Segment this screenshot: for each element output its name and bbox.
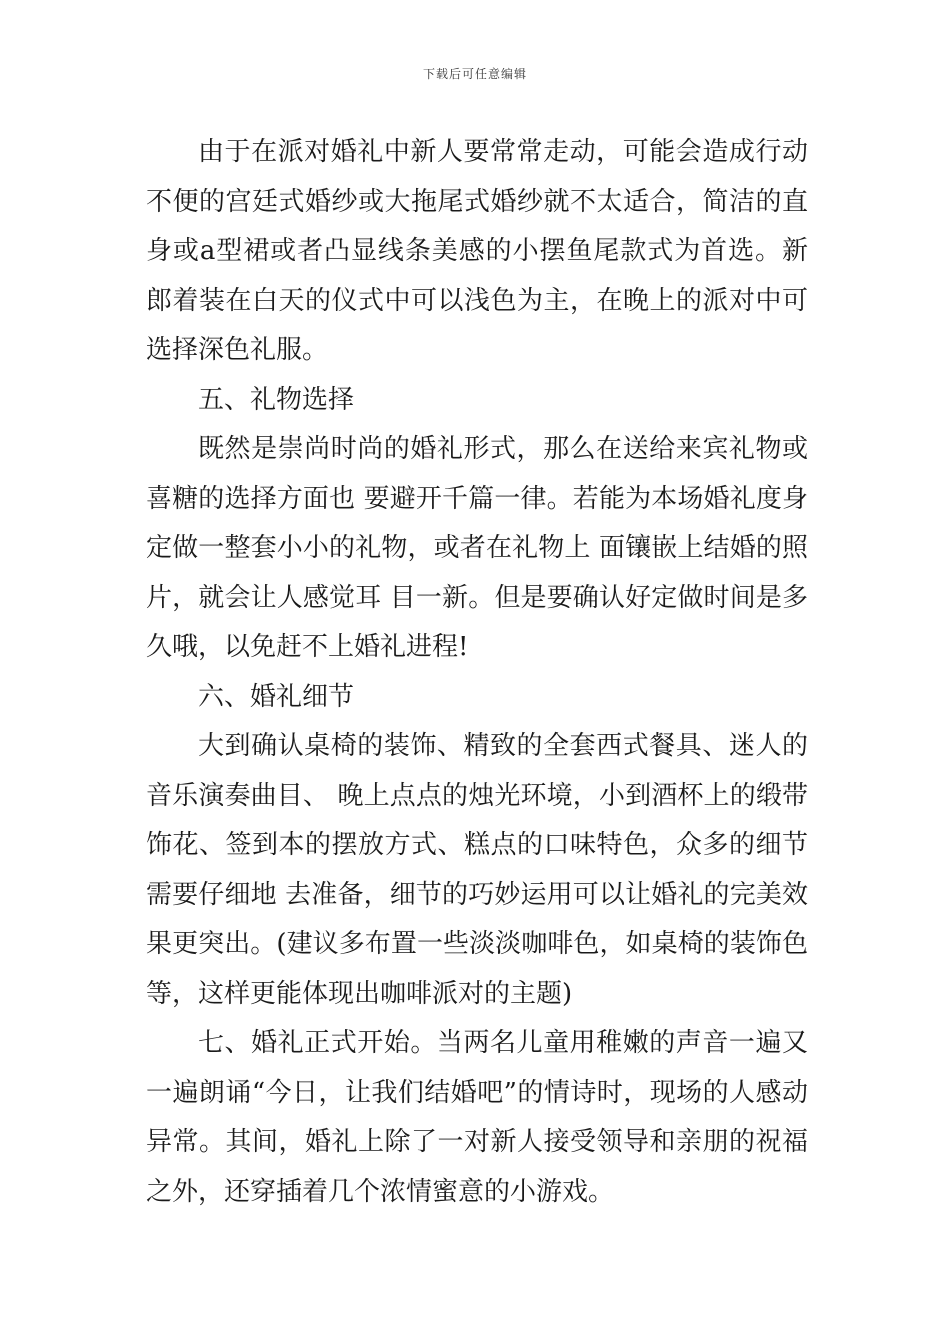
paragraph-wedding-details: 大到确认桌椅的装饰、精致的全套西式餐具、迷人的音乐演奏曲目、 晚上点点的烛光环境，小到酒杯上的缎带饰花、签到本的摆放方式、糕点的口味特色，众多的细节需要仔细地 去准备，细节的巧妙运用可以让婚礼的完美效果更突出。(建议多布置一些淡淡咖啡色，如桌椅的装饰色等，这样更能体现出咖啡派对的主题): [146, 731, 808, 1009]
document-body: [146, 128, 808, 1217]
paragraph-ceremony-start: 七、婚礼正式开始。当两名儿童用稚嫩的声音一遍又一遍朗诵“今日，让我们结婚吧”的情诗时，现场的人感动异常。其间，婚礼上除了一对新人接受领导和亲朋的祝福之外，还穿插着几个浓情蜜意的小游戏。: [146, 1028, 808, 1207]
paragraph-gift-selection: 既然是崇尚时尚的婚礼形式，那么在送给来宾礼物或喜糖的选择方面也 要避开千篇一律。若能为本场婚礼度身定做一整套小小的礼物，或者在礼物上 面镶嵌上结婚的照片，就会让人感觉耳 目一新。但是要确认好定做时间是多久哦，以免赶不上婚礼进程!: [146, 434, 808, 662]
paragraph-dress-code: 由于在派对婚礼中新人要常常走动，可能会造成行动不便的宫廷式婚纱或大拖尾式婚纱就不太适合，简洁的直身或a型裙或者凸显线条美感的小摆鱼尾款式为首选。新郎着装在白天的仪式中可以浅色为主，在晚上的派对中可选择深色礼服。: [146, 137, 808, 365]
section-heading-wedding-details: 六、婚礼细节: [198, 681, 355, 712]
section-heading-gift-selection: 五、礼物选择: [198, 384, 355, 415]
page-header: 下载后可任意编辑: [422, 67, 527, 81]
